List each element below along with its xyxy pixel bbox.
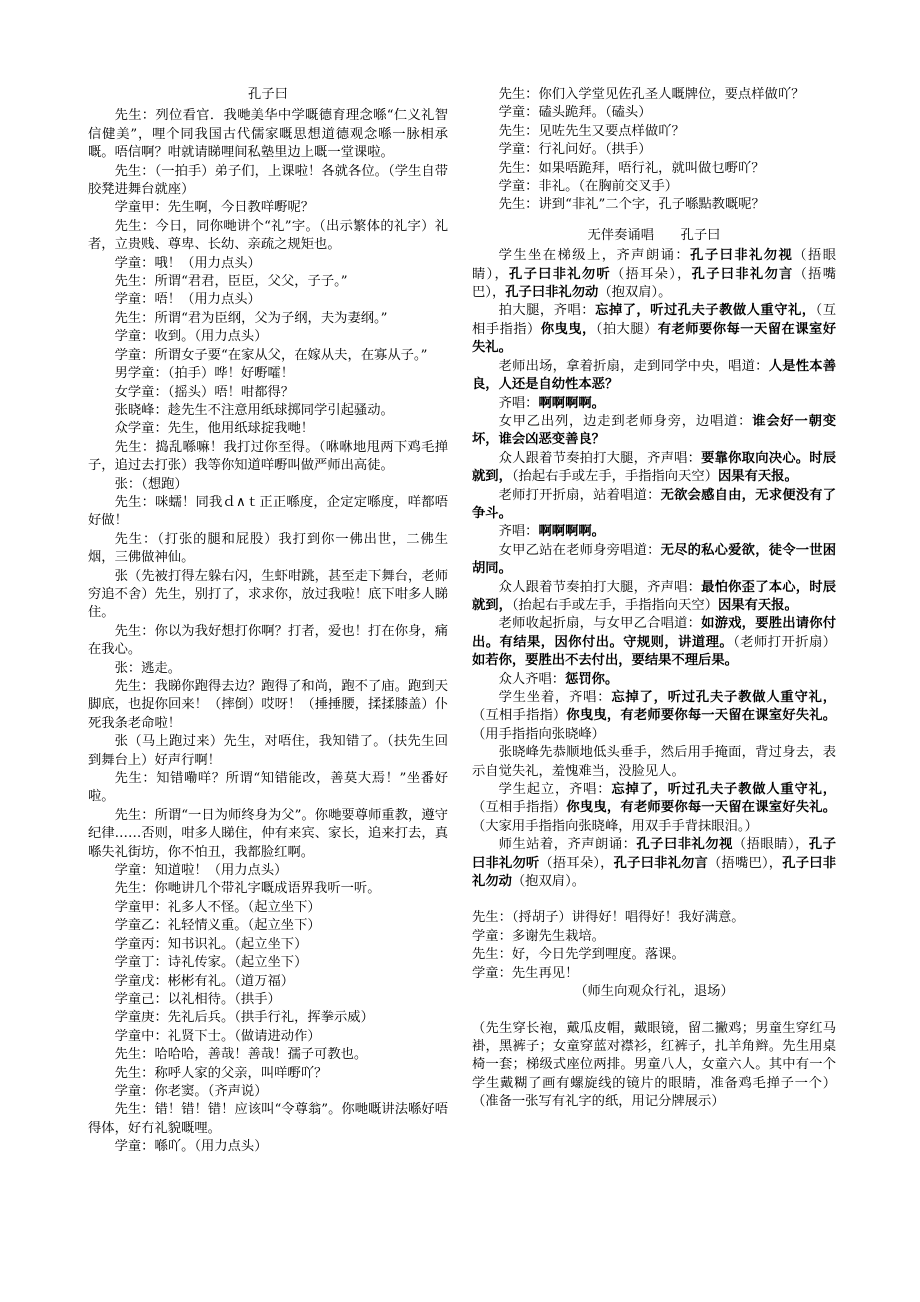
script-line: 先生：所谓“一日为师终身为父”。你哋要尊师重教，遵守纪律……否则，咁多人睇住，仲有来宾、家长，追来打去，真喺失礼街坊，你不怕丑，我都脸红啊。 bbox=[88, 807, 448, 860]
script-line: 男学童：（拍手）哗！好嘢嚯！ bbox=[114, 366, 295, 382]
lyric-text: 忘掉了，听过孔夫子教做人重守礼， bbox=[611, 782, 837, 798]
song-verse bbox=[472, 395, 836, 413]
stage-direction: （大家用手指指向张晓峰，用双手手背抹眼泪。） bbox=[472, 818, 758, 834]
script-line: 先生：称呼人家的父亲，叫咩嘢吖？ bbox=[114, 1065, 328, 1081]
script-line: 先生：我睇你跑得去边？跑得了和尚，跑不了庙。跑到天脚底，也捉你回来！（摔倒）哎呀！（捶捶腰，揉揉膝盖）仆死我条老命啦！ bbox=[88, 679, 448, 731]
lyric-text: 无尽的私心爱欲，徒令一世困胡同。 bbox=[472, 542, 837, 577]
script-line: 学童：喺吖。（用力点头） bbox=[114, 1139, 268, 1155]
song-verse bbox=[472, 671, 836, 689]
stage-direction: 学生坐着，齐唱： bbox=[498, 690, 612, 705]
song-verse bbox=[472, 523, 836, 541]
script-line: 学童：磕头跪拜。（磕头） bbox=[498, 105, 652, 121]
lyric-text: 忘掉了，听过孔夫子教做人重守礼， bbox=[595, 303, 816, 319]
ending-line: 先生：（捋胡子）讲得好！唱得好！我好满意。 bbox=[472, 910, 745, 926]
song-verse bbox=[472, 615, 836, 670]
lyric-text: 孔子曰非礼勿视 bbox=[690, 248, 794, 264]
script-line: 先生：知错嘞咩？所谓“知错能改，善莫大焉！”坐番好啦。 bbox=[88, 771, 448, 805]
song-verse bbox=[472, 450, 836, 487]
stage-direction: 齐唱： bbox=[498, 395, 539, 411]
lyric-text: 谁会好一朝变坏，谁会凶恶变善良？ bbox=[472, 413, 837, 448]
lyric-text: 要靠你取向决心。时辰就到， bbox=[472, 450, 837, 485]
script-line: 学童：哦！（用力点头） bbox=[114, 255, 261, 271]
script-line: 先生：所谓“君君，臣臣，父父，子子。” bbox=[114, 274, 348, 290]
stage-direction: （捂耳朵）， bbox=[539, 855, 614, 871]
script-line: 学童：行礼问好。（拱手） bbox=[498, 142, 652, 158]
script-line: 先生：（一拍手）弟子们，上课啦！各就各位。（学生自带胶凳进舞台就座） bbox=[88, 163, 448, 198]
stage-direction: （抱双肩）。 bbox=[598, 285, 672, 301]
spacer bbox=[472, 1002, 836, 1020]
right-column bbox=[472, 86, 836, 1112]
song-verse bbox=[472, 836, 836, 891]
ending-line: 学童：多谢先生栽培。 bbox=[472, 928, 605, 944]
page-title: 孔子曰 bbox=[248, 87, 288, 102]
song-verse bbox=[472, 302, 836, 357]
script-lines-right-top bbox=[472, 86, 836, 215]
script-line: 学童：唔！（用力点头） bbox=[114, 292, 261, 308]
song-verse bbox=[472, 781, 836, 836]
song-verse bbox=[472, 413, 836, 450]
stage-direction: 张晓峰先恭顺地低头垂手，然后用手掩面，背过身去，表示自觉失礼，羞愧难当，没脸见人。 bbox=[472, 745, 836, 779]
script-line: 学童：收到。（用力点头） bbox=[114, 329, 268, 345]
script-line: 先生：捣乱喺嘛！我打过你至得。（咻咻地甩两下鸡毛掸子，追过去打张）我等你知道咩嘢叫做严师出高徒。 bbox=[88, 439, 448, 474]
stage-direction: （用手指指向张晓峰） bbox=[472, 726, 605, 742]
stage-direction: （老师打开折扇） bbox=[733, 634, 836, 650]
lyric-text: 因果有天报。 bbox=[718, 469, 798, 485]
script-line: 先生：列位看官．我哋美华中学嘅德育理念喺“仁义礼智信健美”，哩个同我国古代儒家嘅思想道德观念喺一脉相承嘅。唔信啊？咁就请睇哩间私塾里边上嘅一堂课啦。 bbox=[88, 108, 448, 161]
stage-direction: 老师出场，拿着折扇，走到同学中央，唱道： bbox=[498, 358, 769, 374]
lyric-text: 孔子曰非礼勿动 bbox=[472, 855, 837, 890]
lyric-text: 你曳曳， bbox=[540, 321, 596, 337]
script-line: 众学童：先生，他用纸球掟我哋！ bbox=[114, 421, 315, 437]
script-line: 张晓峰：趁先生不注意用纸球掷同学引起骚动。 bbox=[114, 402, 394, 418]
script-line: 学童甲：先生啊，今日教咩嘢呢？ bbox=[114, 200, 315, 216]
song-verse bbox=[472, 247, 836, 302]
script-line: 学童丁：诗礼传家。（起立坐下） bbox=[114, 955, 308, 971]
lyric-text: 如游戏，要胜出请你付出。有结果，因你付出。守规则，讲道理。 bbox=[472, 616, 837, 650]
lyric-text: 你曳曳，有老师要你每一天留在课室好失礼。 bbox=[566, 800, 837, 816]
lyric-text: 无欲会感自由，无求便没有了争斗。 bbox=[472, 487, 837, 521]
script-line: 先生：你们入学堂见佐孔圣人嘅牌位，要点样做吖？ bbox=[498, 87, 805, 102]
ending-lines bbox=[472, 909, 836, 983]
script-line: 学童：非礼。（在胸前交叉手） bbox=[498, 179, 679, 195]
props-note: （先生穿长袍，戴瓜皮帽，戴眼镜，留二撇鸡；男童生穿红马褂，黑裤子；女童穿蓝对襟衫，红裤子，扎羊角辫。先生用桌椅一套；梯级式座位两排。男童八人，女童六人。其中有一个学生戴糊了画有螺旋线的镜片的眼睛，准备鸡毛掸子一个）（准备一张写有礼字的纸，用记分牌展示） bbox=[472, 1020, 836, 1110]
stage-direction: 老师打开折扇，站着唱道： bbox=[498, 487, 661, 503]
script-line: 学童甲：礼多人不怪。（起立坐下） bbox=[114, 899, 321, 915]
lyric-text: 因果有天报。 bbox=[718, 597, 798, 613]
script-line: 先生：今日，同你哋讲个“礼”字。（出示繁体的礼字）礼者，立贵贱、尊卑、长幼、亲疏之规矩也。 bbox=[88, 218, 448, 253]
lyric-text: 如若你，要胜出不去付出，要结果不理后果。 bbox=[472, 653, 738, 669]
stage-direction: 师生站着，齐声朗诵： bbox=[498, 837, 637, 853]
script-line: 学童乙：礼轻情义重。（起立坐下） bbox=[114, 918, 321, 934]
lyric-text: 惩罚你。 bbox=[565, 671, 619, 687]
stage-direction: （捂嘴巴）， bbox=[472, 266, 837, 301]
script-line: 张（马上跑过来）先生，对唔住，我知错了。（扶先生回到舞台上）好声行啊！ bbox=[88, 734, 448, 768]
stage-direction: （抬起右手或左手，手指指向天空） bbox=[511, 469, 718, 485]
stage-direction: 女甲乙站在老师身旁唱道： bbox=[498, 542, 661, 558]
lyric-text: 人是性本善良，人还是自幼性本恶？ bbox=[472, 358, 837, 393]
stage-direction: 学生起立，齐唱： bbox=[498, 782, 612, 798]
stage-direction: 拍大腿，齐唱： bbox=[498, 303, 596, 319]
stage-direction: （互相手指指） bbox=[472, 708, 567, 724]
song-verse bbox=[472, 744, 836, 781]
song-verse bbox=[472, 542, 836, 579]
stage-direction: （捂耳朵）， bbox=[610, 266, 692, 282]
stage-direction: 齐唱： bbox=[498, 524, 539, 540]
script-line: 学童：知道啦！（用力点头） bbox=[114, 863, 288, 879]
script-line: 先生：见咗先生又要点样做吖？ bbox=[498, 123, 685, 139]
stage-direction: （捂嘴巴）， bbox=[708, 855, 783, 871]
song-subtitle: 无伴奏诵唱 孔子曰 bbox=[587, 227, 721, 243]
script-line: 张：逃走。 bbox=[114, 660, 182, 676]
lyric-text: 孔子曰非礼勿言 bbox=[613, 855, 709, 871]
script-line: 先生：咪蠕！同我ｄ∧ｔ正正喺度，企定定喺度，咩都唔好做！ bbox=[88, 494, 448, 529]
script-line: 先生：你哋讲几个带礼字嘅成语界我听一听。 bbox=[114, 881, 381, 897]
song-verse bbox=[472, 487, 836, 524]
song-verse bbox=[472, 579, 836, 616]
ending-line: 学童：先生再见！ bbox=[472, 965, 579, 981]
lyric-text: 孔子曰非礼勿视 bbox=[636, 837, 733, 853]
script-lines-left bbox=[88, 107, 448, 1156]
spacer bbox=[472, 891, 836, 909]
stage-direction: 学生坐在梯级上，齐声朗诵： bbox=[498, 248, 691, 264]
stage-direction: （抱双肩）。 bbox=[511, 874, 586, 890]
stage-direction: 众人跟着节奏拍打大腿，齐声唱： bbox=[498, 450, 702, 466]
lyric-text: 啊啊啊啊。 bbox=[538, 395, 605, 411]
script-line: 先生：你以为我好想打你啊？打者，爱也！打在你身，痛在我心。 bbox=[88, 623, 448, 658]
script-line: 先生：讲到“非礼”二个字，孔子喺點教嘅呢？ bbox=[498, 197, 765, 213]
lyric-text: 孔子曰非礼勿动 bbox=[505, 285, 599, 301]
lyric-text: 啊啊啊啊。 bbox=[538, 524, 605, 540]
script-line: 学童：你老窦。（齐声说） bbox=[114, 1083, 268, 1099]
script-line: 先生：错！错！错！应该叫“令尊翁”。你哋嘅讲法喺好唔得体，好冇礼貌嘅哩。 bbox=[88, 1102, 448, 1136]
stage-direction: （捂眼睛）， bbox=[732, 837, 809, 853]
stage-direction: （互相手指指） bbox=[472, 800, 567, 816]
script-line: 女学童：（摇头）唔！咁都得？ bbox=[114, 384, 295, 400]
script-line: 学童丙：知书识礼。（起立坐下） bbox=[114, 936, 308, 952]
script-line: 学童中：礼贤下士。（做请进动作） bbox=[114, 1028, 321, 1044]
lyric-text: 忘掉了，听过孔夫子教做人重守礼， bbox=[611, 690, 837, 705]
exit-note: （师生向观众行礼，退场） bbox=[574, 984, 734, 1000]
left-column bbox=[88, 86, 448, 1157]
script-line: 先生：如果唔跪拜，唔行礼，就叫做乜嘢吖？ bbox=[498, 160, 765, 176]
script-line: 张（先被打得左躲右闪，生虾咁跳，甚至走下舞台，老师穷追不舍）先生，别打了，求求你，放过我啦！底下咁多人睇住。 bbox=[88, 568, 448, 621]
song-verse bbox=[472, 358, 836, 395]
script-line: 先生：（打张的腿和屁股）我打到你一佛出世，二佛生烟，三佛做神仙。 bbox=[88, 531, 448, 566]
stage-direction: 众人跟着节奏拍打大腿，齐声唱： bbox=[498, 579, 702, 595]
stage-direction: （抬起右手或左手，手指指向天空） bbox=[511, 597, 718, 613]
script-line: 先生：哈哈哈，善哉！善哉！孺子可教也。 bbox=[114, 1047, 368, 1063]
stage-direction: 老师收起折扇，与女甲乙合唱道： bbox=[498, 616, 702, 632]
lyric-text: 你曳曳，有老师要你每一天留在课室好失礼。 bbox=[566, 708, 837, 724]
script-line: 先生：所谓“君为臣纲，父为子纲，夫为妻纲。” bbox=[114, 310, 388, 326]
script-line: 学童庚：先礼后兵。（拱手行礼，挥拳示威） bbox=[114, 1010, 374, 1026]
stage-direction: （捂眼睛）， bbox=[472, 248, 837, 282]
lyric-text: 有老师要你每一天留在课室好失礼。 bbox=[472, 321, 837, 356]
lyric-text: 孔子曰非礼勿听 bbox=[509, 266, 611, 282]
song-verse bbox=[472, 689, 836, 744]
song-section bbox=[472, 247, 836, 891]
script-line: 学童戊：彬彬有礼。（道万福） bbox=[114, 973, 295, 989]
script-line: 学童：所谓女子要“在家从父，在嫁从夫，在寡从子。” bbox=[114, 347, 428, 363]
script-line: 学童己：以礼相待。（拱手） bbox=[114, 991, 281, 1007]
stage-direction: 众人齐唱： bbox=[498, 671, 566, 687]
lyric-text: 孔子曰非礼勿言 bbox=[691, 266, 794, 282]
lyric-text: 孔子曰非礼勿听 bbox=[472, 837, 836, 871]
lyric-text: 最怕你歪了本心，时辰就到， bbox=[472, 579, 837, 613]
script-line: 张：（想跑） bbox=[114, 476, 188, 492]
ending-line: 先生：好，今日先学到哩度。落课。 bbox=[472, 947, 685, 963]
stage-direction: 女甲乙出列，边走到老师身旁，边唱道： bbox=[498, 413, 753, 429]
stage-direction: （互相手指指） bbox=[472, 303, 836, 337]
stage-direction: （拍大腿） bbox=[595, 321, 658, 337]
